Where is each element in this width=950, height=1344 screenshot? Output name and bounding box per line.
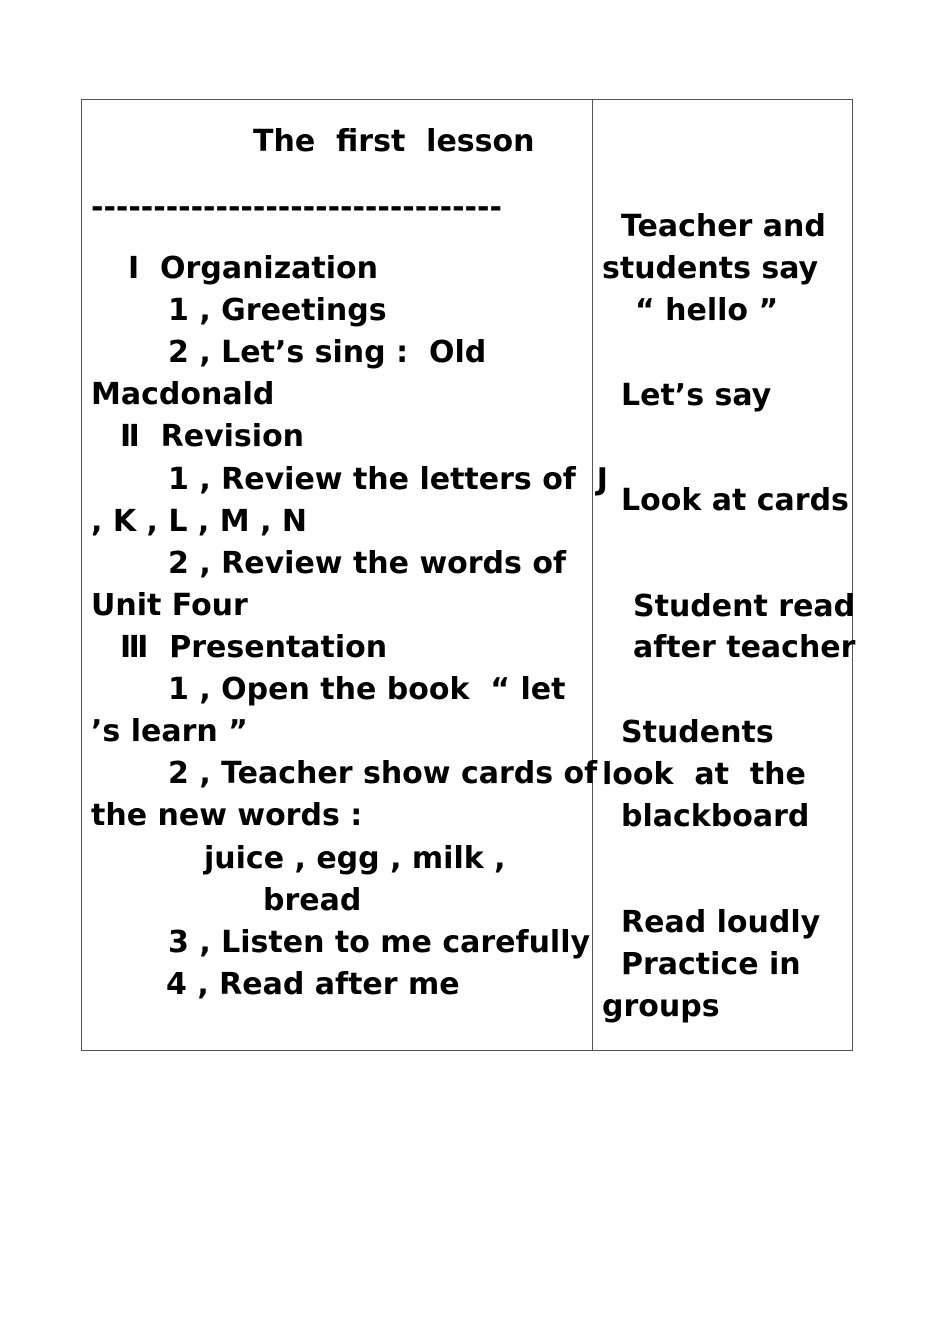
activity-practice: Practice in: [621, 947, 801, 982]
section-presentation: Ⅲ Presentation: [120, 630, 388, 665]
separator-line: ---------------------------------: [91, 190, 502, 225]
activity-blackboard: Students: [621, 715, 774, 750]
step-greetings: 1 , Greetings: [168, 293, 387, 328]
activity-read-loudly: Read loudly: [621, 905, 821, 940]
activity-greeting: Teacher and: [621, 209, 826, 244]
activity-greeting-cont: students say: [602, 251, 819, 286]
lesson-title: The first lesson: [253, 124, 535, 159]
step-review-words: 2 , Review the words of: [168, 546, 566, 581]
column-divider: [592, 99, 593, 1051]
step-read-after: 4 , Read after me: [166, 967, 460, 1002]
activity-greeting-hello: “ hello ”: [635, 293, 779, 328]
step-show-cards: 2 , Teacher show cards of: [168, 756, 598, 791]
new-words: juice , egg , milk ,: [204, 841, 506, 876]
activity-blackboard-cont2: blackboard: [621, 799, 810, 834]
activity-say: Let’s say: [621, 378, 772, 413]
step-listen: 3 , Listen to me carefully: [168, 925, 591, 960]
activity-practice-cont: groups: [602, 989, 720, 1024]
activity-blackboard-cont: look at the: [602, 757, 806, 792]
step-sing: 2 , Let’s sing : Old: [168, 335, 487, 370]
activity-read-cont: after teacher: [633, 630, 856, 665]
section-revision: Ⅱ Revision: [120, 419, 305, 454]
activity-read: Student read: [633, 589, 856, 624]
step-show-cards-cont: the new words :: [91, 798, 363, 833]
step-open-book-cont: ’s learn ”: [91, 714, 248, 749]
activity-cards: Look at cards: [621, 483, 849, 518]
step-review-letters-cont: , K , L , M , N: [91, 504, 308, 539]
step-sing-cont: Macdonald: [91, 377, 275, 412]
new-words-cont: bread: [263, 883, 362, 918]
step-review-words-cont: Unit Four: [91, 588, 248, 623]
step-open-book: 1 , Open the book “ let: [168, 672, 566, 707]
step-review-letters: 1 , Review the letters of J: [168, 462, 608, 497]
section-organization: Ⅰ Organization: [128, 251, 379, 286]
